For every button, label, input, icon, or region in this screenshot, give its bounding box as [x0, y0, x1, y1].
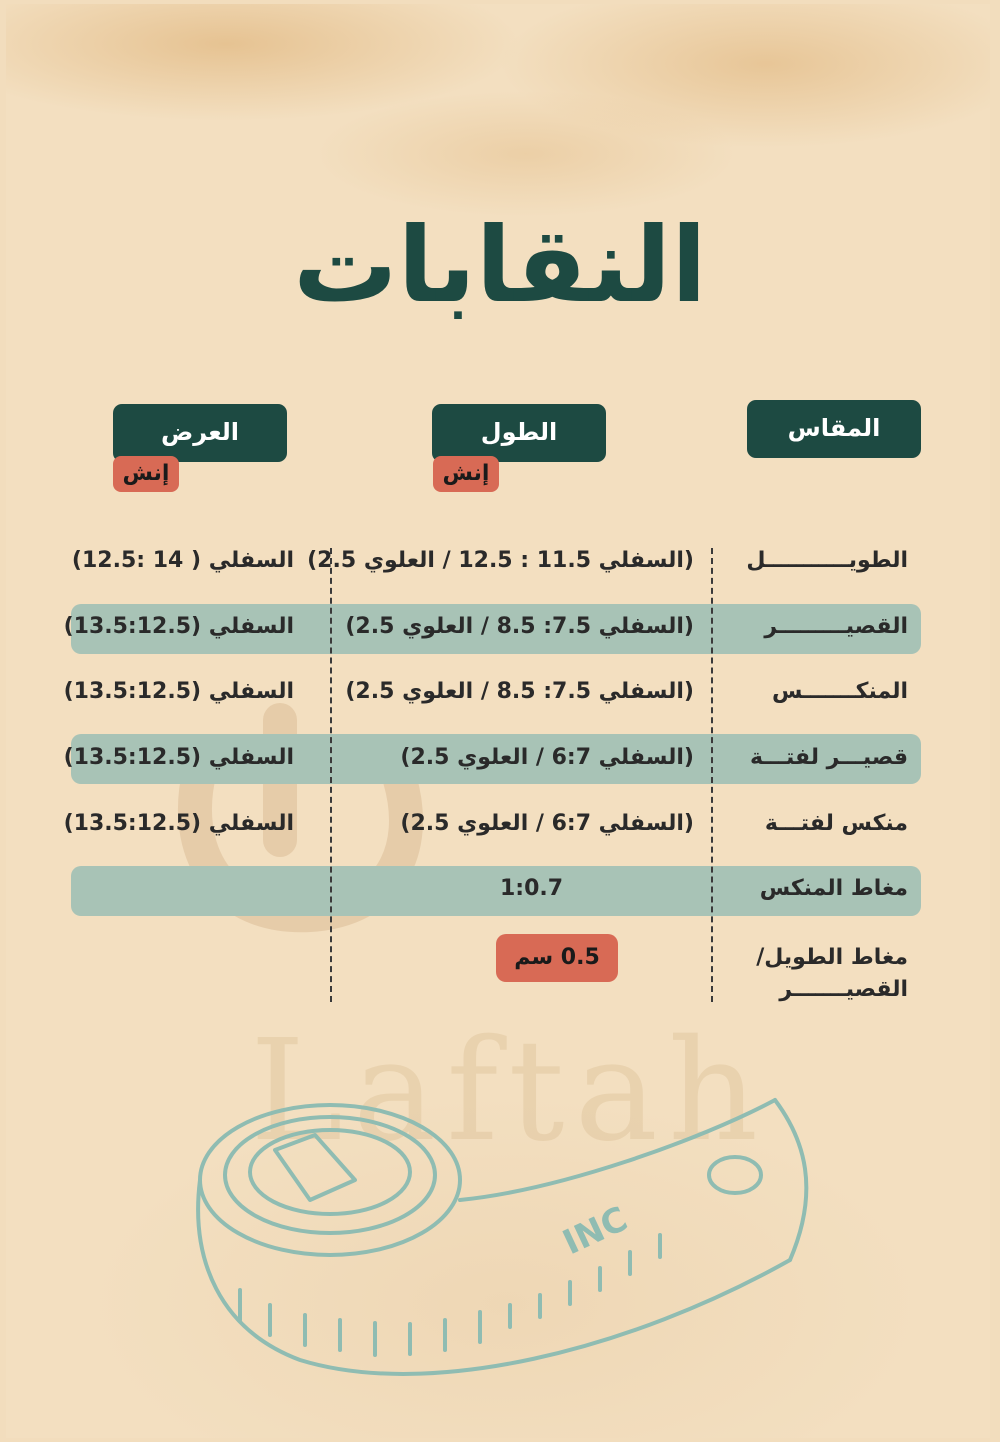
row-label-inverted: المنكـــــــس: [771, 679, 908, 704]
width-value: السفلي (13.5:12.5): [63, 811, 294, 836]
length-value: (السفلي 6:7 / العلوي 2.5): [400, 811, 694, 836]
length-value: (السفلي 7.5: 8.5 / العلوي 2.5): [345, 614, 694, 639]
header-width: العرض: [113, 404, 287, 462]
width-value: السفلي (13.5:12.5): [63, 614, 294, 639]
length-unit-badge: إنش: [433, 456, 499, 492]
length-value: (السفلي 11.5 : 12.5 / العلوي 2.5): [307, 548, 694, 573]
header-measure: المقاس: [747, 400, 921, 458]
page-title: النقابات: [293, 204, 707, 326]
length-value: (السفلي 6:7 / العلوي 2.5): [400, 745, 694, 770]
row-label-short: القصيـــــــــر: [764, 614, 908, 639]
tape-inc-text: INC: [556, 1198, 634, 1264]
row-label-long: الطويـــــــــــل: [746, 548, 908, 573]
column-divider: [711, 548, 713, 1002]
column-divider: [330, 548, 332, 1002]
row-label-inverted-elastic: مغاط المنكس: [759, 876, 908, 901]
length-value: (السفلي 7.5: 8.5 / العلوي 2.5): [345, 679, 694, 704]
row-label-short-wrap: قصيـــر لفتـــة: [750, 745, 908, 770]
header-length: الطول: [432, 404, 606, 462]
measuring-tape-illustration: [180, 1080, 820, 1400]
width-value: السفلي (13.5:12.5): [63, 745, 294, 770]
brand-watermark-text: Laftah: [250, 1010, 769, 1173]
width-value: السفلي (13.5:12.5): [63, 679, 294, 704]
elastic-ratio-value: 1:0.7: [500, 876, 564, 901]
row-label-long-short-elastic: مغاط الطويل/ القصيـــــــر: [756, 945, 908, 1002]
elastic-cm-badge: 0.5 سم: [496, 934, 618, 982]
width-unit-badge: إنش: [113, 456, 179, 492]
row-label-inverted-wrap: منكس لفتـــة: [764, 811, 908, 836]
width-value: السفلي ( 14 :12.5): [71, 548, 294, 573]
